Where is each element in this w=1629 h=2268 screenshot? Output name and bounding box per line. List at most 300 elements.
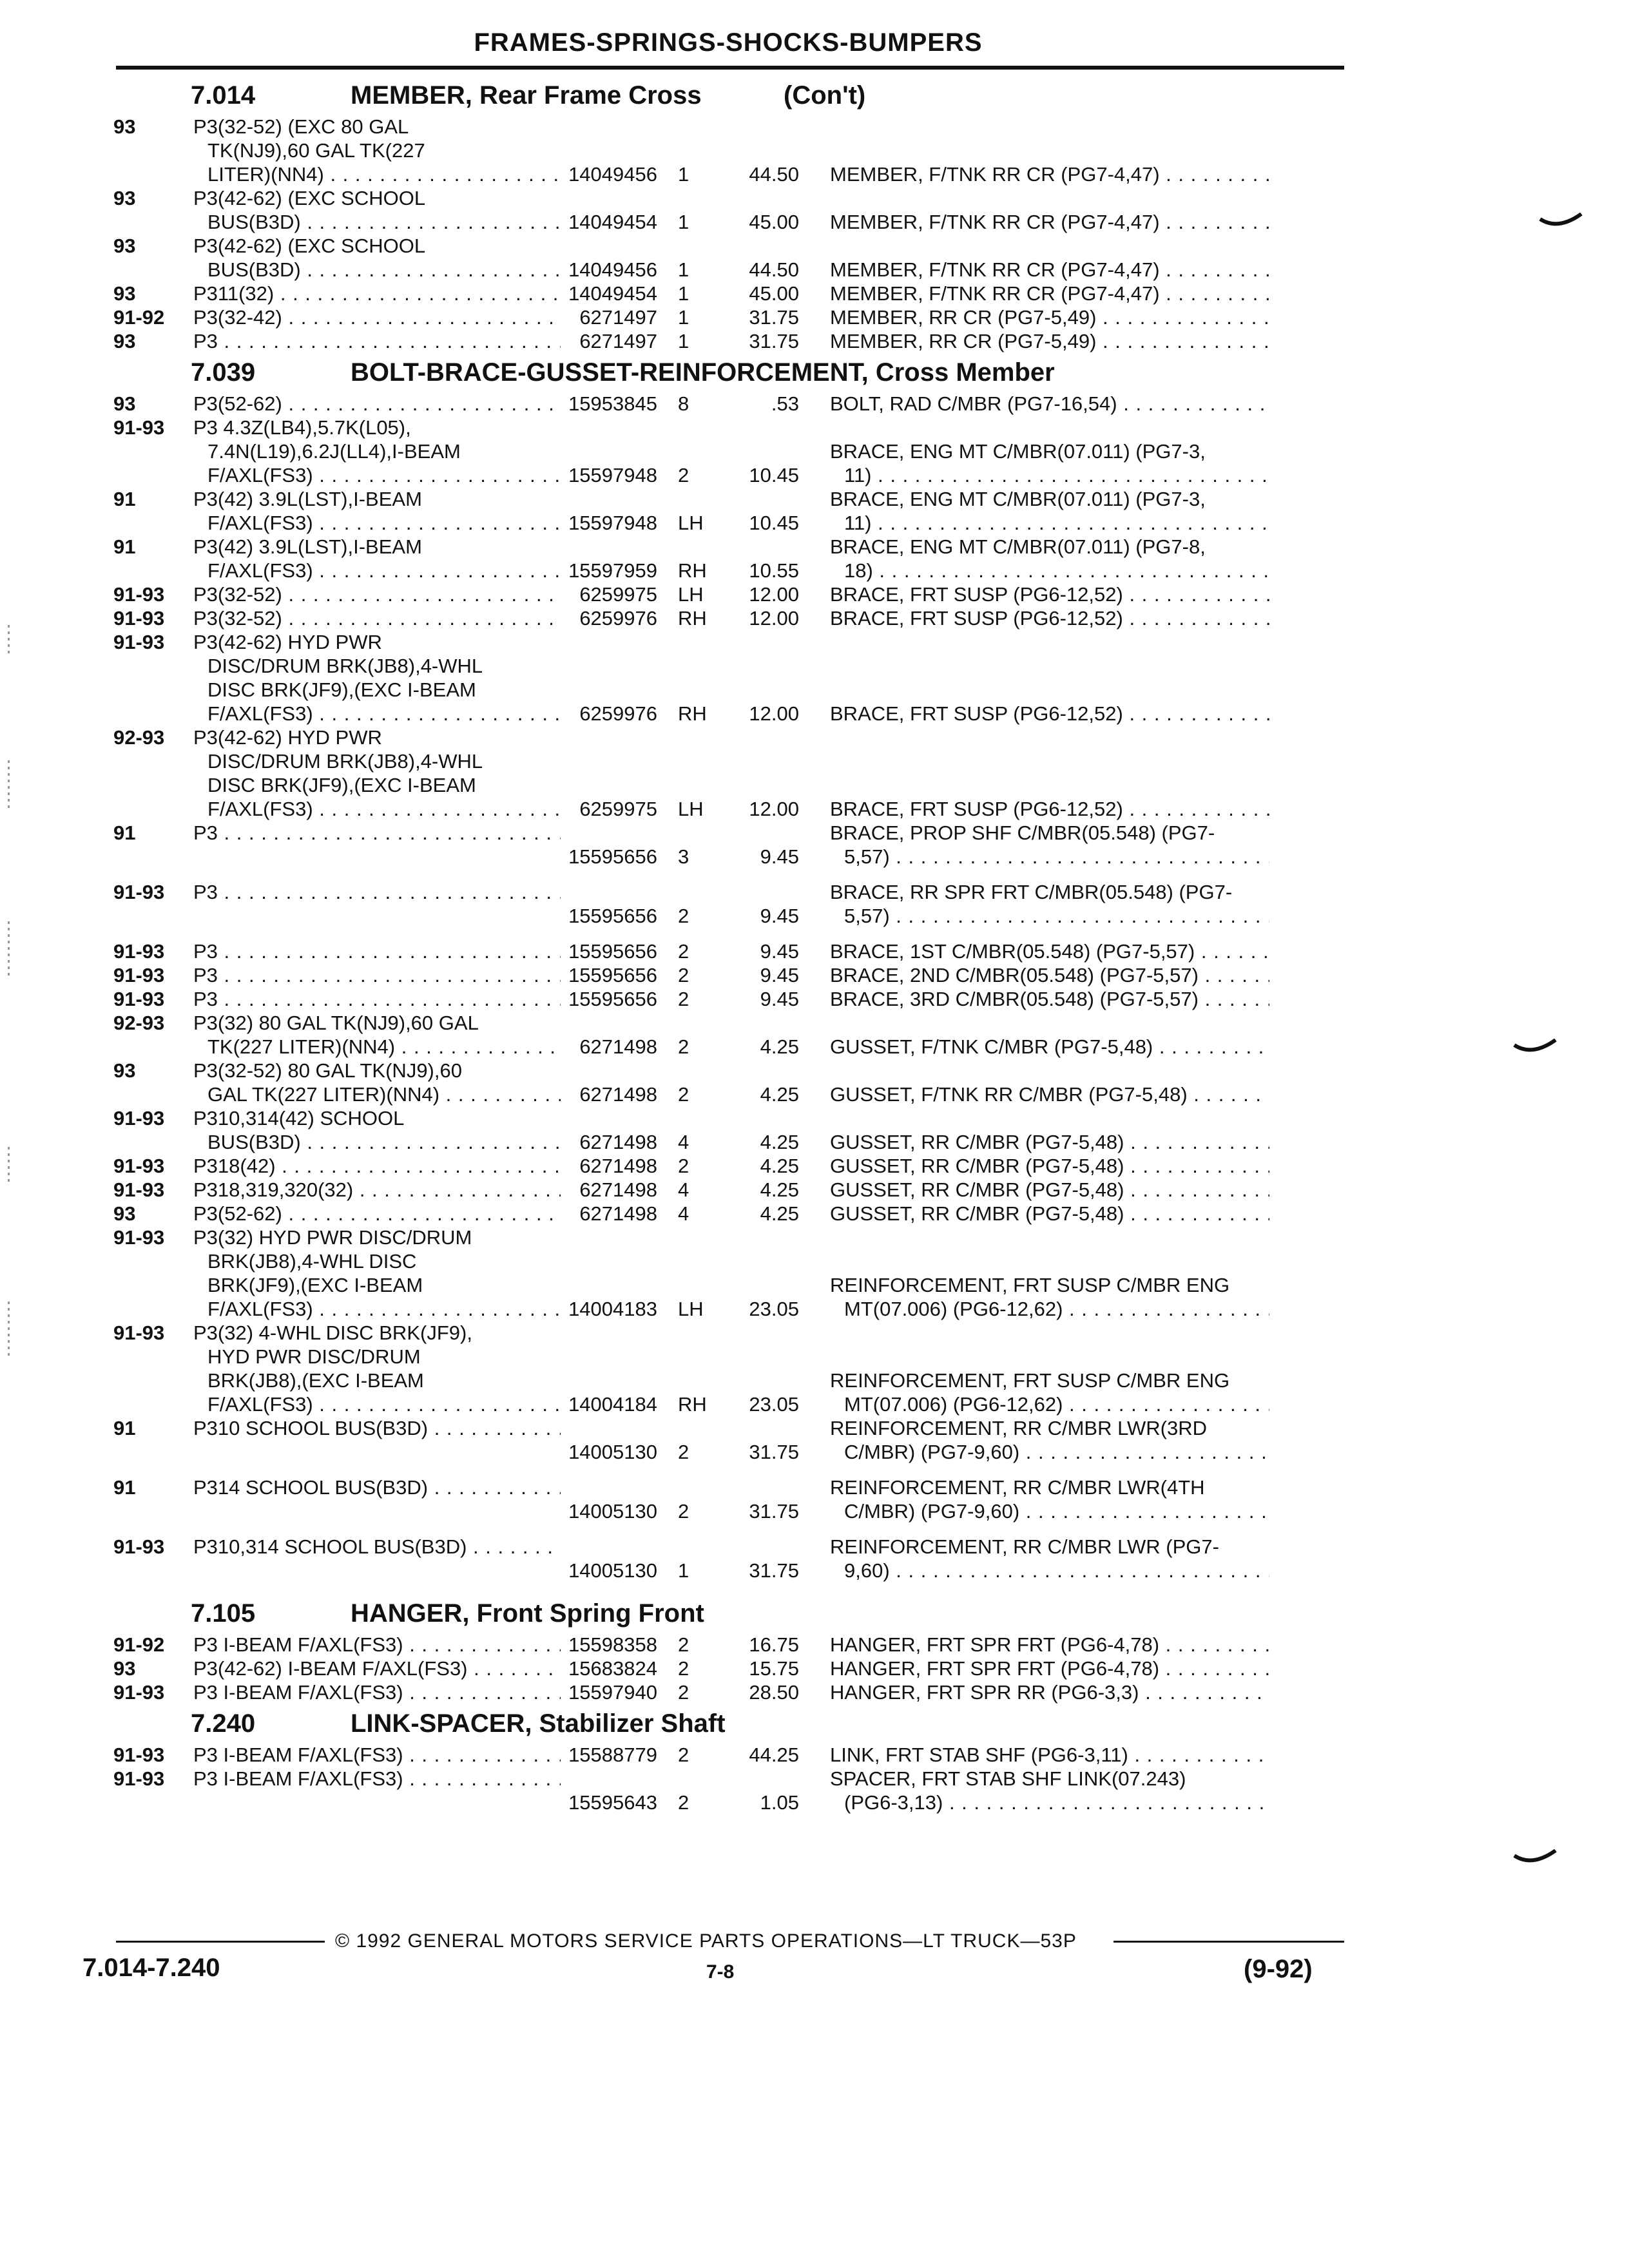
footer-rule-left [116,1941,325,1943]
part-name [799,329,1269,353]
quantity: 1 [678,282,689,305]
part-name [799,1178,1269,1202]
quantity: LH [678,583,704,606]
price: 44.50 [749,163,799,186]
row-spacer [113,1464,1351,1475]
application-line: P3(32-52) 80 GAL TK(NJ9),60 [193,1059,462,1082]
price: 12.00 [749,583,799,606]
price: .53 [771,392,799,415]
application-line: P3(42-62) (EXC SCHOOL [193,235,426,257]
part-name-line: BRACE, FRT SUSP (PG6-12,52) . . . [830,606,1269,630]
quantity: 2 [678,1083,689,1106]
quantity: 1 [678,1559,689,1582]
application-line: BUS(B3D) . . . [193,1130,561,1154]
quantity: 1 [678,211,689,233]
price: 12.00 [749,702,799,725]
part-row [113,821,1351,869]
application-line: P3 . . . [193,987,561,1011]
model-years: 91 [113,535,136,558]
section-code: 7.039 [191,358,256,387]
part-name [799,1767,1269,1814]
part-row [113,1011,1351,1059]
model-years: 91-93 [113,1535,165,1558]
part-number: 15597948 [568,464,657,486]
part-row [113,987,1351,1011]
application-line: P3(42) 3.9L(LST),I-BEAM [193,535,422,558]
application-description [193,1680,561,1704]
part-name [799,1680,1269,1704]
part-number: 14004184 [568,1393,657,1416]
price: 10.45 [749,464,799,486]
model-years: 91 [113,488,136,510]
application-line: 7.4N(L19),6.2J(LL4),I-BEAM [207,440,461,463]
application-description [193,1657,561,1680]
model-years: 91-93 [113,1767,165,1790]
footer-copyright: © 1992 GENERAL MOTORS SERVICE PARTS OPERATIONS—LT TRUCK—53P [335,1930,1077,1952]
part-name [799,1154,1269,1178]
application-line: F/AXL(FS3) . . . [193,559,561,582]
model-years: 92-93 [113,1012,165,1034]
price: 12.00 [749,607,799,629]
price: 15.75 [749,1657,799,1680]
row-spacer [113,1523,1351,1535]
part-name-line: BRACE, 3RD C/MBR(05.548) (PG7-5,57) . . . [830,987,1269,1011]
application-description [193,1475,561,1523]
application-line: BRK(JB8),4-WHL DISC [207,1250,417,1273]
part-name [799,1273,1269,1321]
quantity: RH [678,1393,707,1416]
part-name-line: C/MBR) (PG7-9,60) . . . [830,1499,1269,1523]
model-years: 93 [113,1657,136,1680]
part-number: 14005130 [568,1500,657,1523]
application-line: P3 . . . [193,880,561,904]
part-row [113,1106,1351,1154]
part-name-line: BRACE, PROP SHF C/MBR(05.548) (PG7- [830,822,1215,844]
price: 4.25 [760,1202,799,1225]
part-row [113,1535,1351,1582]
quantity: 2 [678,1681,689,1704]
application-description [193,282,561,305]
part-name-line: BRACE, ENG MT C/MBR(07.011) (PG7-3, [830,488,1206,510]
price: 31.75 [749,330,799,352]
part-name-line: MT(07.006) (PG6-12,62) . . . [830,1297,1269,1321]
part-name [799,702,1269,726]
application-line: P3(42) 3.9L(LST),I-BEAM [193,488,422,510]
application-line: P3(32) 4-WHL DISC BRK(JF9), [193,1321,472,1344]
section-code: 7.014 [191,81,256,110]
part-name-line: C/MBR) (PG7-9,60) . . . [830,1440,1269,1464]
part-number: 6271498 [579,1202,657,1225]
part-name-line: MEMBER, F/TNK RR CR (PG7-4,47) . . . [830,210,1269,234]
margin-mark [8,625,10,657]
footer-section-range: 7.014-7.240 [82,1954,220,1982]
page-header-title: FRAMES-SPRINGS-SHOCKS-BUMPERS [474,28,983,57]
part-row [113,392,1351,416]
quantity: RH [678,702,707,725]
part-name-line: 18) . . . [830,559,1269,582]
application-line: P310,314 SCHOOL BUS(B3D) . . . [193,1535,561,1559]
footer-revision-date: (9-92) [1244,1955,1313,1983]
part-row [113,963,1351,987]
quantity: 1 [678,163,689,186]
model-years: 91-93 [113,1321,165,1344]
application-description [193,1154,561,1178]
part-number: 15597948 [568,512,657,534]
application-line: P3 I-BEAM F/AXL(FS3) . . . [193,1680,561,1704]
model-years: 91-93 [113,881,165,903]
part-number: 15597959 [568,559,657,582]
price: 1.05 [760,1791,799,1814]
part-number: 6259976 [579,607,657,629]
application-description [193,1059,561,1106]
section-title: MEMBER, Rear Frame Cross [351,81,702,110]
price: 4.25 [760,1178,799,1201]
part-row [113,115,1351,186]
part-name [799,1416,1269,1464]
application-description [193,329,561,353]
price: 9.45 [760,940,799,963]
model-years: 91-93 [113,607,165,629]
part-row [113,606,1351,630]
footer-rule-right [1113,1941,1344,1943]
section-header [113,76,1351,115]
part-name-line: 9,60) . . . [830,1559,1269,1582]
part-name-line: HANGER, FRT SPR FRT (PG6-4,78) . . . [830,1633,1269,1657]
application-line: LITER)(NN4) . . . [193,162,561,186]
part-number: 14049456 [568,258,657,281]
part-number: 6271498 [579,1083,657,1106]
model-years: 91-93 [113,1226,165,1249]
part-row [113,1475,1351,1523]
price: 4.25 [760,1035,799,1058]
application-line: P3(42-62) HYD PWR [193,726,382,749]
part-name-line: LINK, FRT STAB SHF (PG6-3,11) . . . [830,1743,1269,1767]
part-number: 14049454 [568,282,657,305]
part-row [113,1633,1351,1657]
application-description [193,987,561,1011]
application-line: P3 I-BEAM F/AXL(FS3) . . . [193,1743,561,1767]
parts-catalog [113,76,1351,1826]
application-line: TK(227 LITER)(NN4) . . . [193,1035,561,1059]
part-name-line: GUSSET, RR C/MBR (PG7-5,48) . . . [830,1154,1269,1178]
section-title: HANGER, Front Spring Front [351,1599,704,1628]
part-number: 6259975 [579,798,657,820]
quantity: 1 [678,330,689,352]
part-name-line: GUSSET, RR C/MBR (PG7-5,48) . . . [830,1178,1269,1202]
part-name-line: 11) . . . [830,463,1269,487]
model-years: 93 [113,235,136,257]
model-years: 91-93 [113,583,165,606]
part-number: 6271497 [579,306,657,329]
part-name-line: REINFORCEMENT, RR C/MBR LWR(3RD [830,1417,1207,1439]
part-name [799,439,1269,487]
part-name-line: BRACE, 1ST C/MBR(05.548) (PG7-5,57) . . . [830,939,1269,963]
part-row [113,1059,1351,1106]
section-continued: (Con't) [784,81,866,110]
model-years: 93 [113,1059,136,1082]
part-row [113,880,1351,928]
part-name-line: BRACE, RR SPR FRT C/MBR(05.548) (PG7- [830,881,1233,903]
quantity: 3 [678,845,689,868]
price: 31.75 [749,1441,799,1463]
application-description [193,1767,561,1814]
part-number: 15595656 [568,940,657,963]
price: 9.45 [760,905,799,927]
part-name-line: MEMBER, RR CR (PG7-5,49) . . . [830,329,1269,353]
application-description [193,1321,561,1416]
section-title: BOLT-BRACE-GUSSET-REINFORCEMENT, Cross Member [351,358,1055,387]
part-number: 15598358 [568,1633,657,1656]
part-name [799,1475,1269,1523]
part-row [113,1225,1351,1321]
application-line: BUS(B3D) . . . [193,210,561,234]
model-years: 91-92 [113,1633,165,1656]
part-name-line: BRACE, 2ND C/MBR(05.548) (PG7-5,57) . . . [830,963,1269,987]
part-name [799,797,1269,821]
part-name [799,880,1269,928]
application-line: P3(32-52) . . . [193,582,561,606]
part-row [113,416,1351,487]
application-line: P3(32) HYD PWR DISC/DRUM [193,1226,472,1249]
model-years: 93 [113,282,136,305]
application-line: P311(32) . . . [193,282,561,305]
quantity: 2 [678,1441,689,1463]
application-description [193,880,561,928]
part-name [799,258,1269,282]
part-name [799,1082,1269,1106]
application-description [193,1633,561,1657]
part-row [113,1416,1351,1464]
application-line: P3(32) 80 GAL TK(NJ9),60 GAL [193,1012,479,1034]
part-row [113,329,1351,353]
model-years: 93 [113,392,136,415]
quantity: LH [678,512,704,534]
part-row [113,1743,1351,1767]
part-number: 14005130 [568,1559,657,1582]
application-description [193,1178,561,1202]
part-name-line: MEMBER, RR CR (PG7-5,49) . . . [830,305,1269,329]
quantity: 2 [678,1744,689,1766]
application-description [193,535,561,582]
part-name-line: REINFORCEMENT, FRT SUSP C/MBR ENG [830,1369,1230,1392]
part-name [799,1130,1269,1154]
margin-mark [8,760,10,812]
price: 4.25 [760,1155,799,1177]
application-line: F/AXL(FS3) . . . [193,1392,561,1416]
price: 44.25 [749,1744,799,1766]
application-description [193,1106,561,1154]
quantity: 2 [678,1657,689,1680]
part-row [113,1178,1351,1202]
model-years: 91-93 [113,988,165,1010]
part-number: 14004183 [568,1298,657,1320]
quantity: 2 [678,905,689,927]
application-line: P3(52-62) . . . [193,1202,561,1225]
model-years: 91-93 [113,1681,165,1704]
application-line: P3(42-62) (EXC SCHOOL [193,187,426,209]
application-line: P310,314(42) SCHOOL [193,1107,405,1129]
part-number: 6271498 [579,1155,657,1177]
part-name-line: HANGER, FRT SPR RR (PG6-3,3) . . . [830,1680,1269,1704]
part-row [113,234,1351,282]
model-years: 91-93 [113,416,165,439]
quantity: 4 [678,1131,689,1153]
quantity: 2 [678,1500,689,1523]
price: 9.45 [760,845,799,868]
section-header [113,1704,1351,1743]
application-description [193,1011,561,1059]
application-line: DISC BRK(JF9),(EXC I-BEAM [207,774,476,796]
part-row [113,939,1351,963]
part-row [113,1202,1351,1225]
part-name-line: HANGER, FRT SPR FRT (PG6-4,78) . . . [830,1657,1269,1680]
row-spacer [113,1582,1351,1594]
part-name [799,1743,1269,1767]
part-number: 15588779 [568,1744,657,1766]
part-name [799,606,1269,630]
model-years: 91-93 [113,940,165,963]
part-row [113,1657,1351,1680]
part-name-line: BRACE, FRT SUSP (PG6-12,52) . . . [830,702,1269,726]
price: 9.45 [760,964,799,986]
model-years: 93 [113,115,136,138]
part-number: 6259975 [579,583,657,606]
section-title: LINK-SPACER, Stabilizer Shaft [351,1709,726,1738]
header-rule [116,66,1344,70]
application-line: P3 . . . [193,821,561,845]
section-code: 7.240 [191,1709,256,1738]
application-line: P3(32-52) (EXC 80 GAL [193,115,409,138]
model-years: 93 [113,1202,136,1225]
part-name [799,282,1269,305]
price: 23.05 [749,1298,799,1320]
application-line: BRK(JB8),(EXC I-BEAM [207,1369,424,1392]
model-years: 93 [113,187,136,209]
part-number: 14005130 [568,1441,657,1463]
part-name-line: GUSSET, F/TNK C/MBR (PG7-5,48) . . . [830,1035,1269,1059]
application-description [193,939,561,963]
part-number: 15595656 [568,845,657,868]
application-description [193,416,561,487]
application-line: P3 . . . [193,939,561,963]
check-mark-icon [1539,213,1584,232]
part-row [113,186,1351,234]
part-number: 15683824 [568,1657,657,1680]
quantity: RH [678,559,707,582]
price: 45.00 [749,211,799,233]
part-number: 6271498 [579,1131,657,1153]
margin-mark [8,1147,10,1186]
part-name-line: (PG6-3,13) . . . [830,1791,1269,1814]
part-name [799,487,1269,535]
part-name-line: GUSSET, RR C/MBR (PG7-5,48) . . . [830,1130,1269,1154]
model-years: 91 [113,1417,136,1439]
application-line: F/AXL(FS3) . . . [193,797,561,821]
quantity: LH [678,798,704,820]
price: 44.50 [749,258,799,281]
part-name-line: MEMBER, F/TNK RR CR (PG7-4,47) . . . [830,258,1269,282]
section-header [113,353,1351,392]
application-line: P3 . . . [193,329,561,353]
part-name [799,963,1269,987]
application-description [193,963,561,987]
quantity: 2 [678,988,689,1010]
application-line: DISC/DRUM BRK(JB8),4-WHL [207,750,483,773]
part-name-line: 5,57) . . . [830,845,1269,869]
part-number: 15595656 [568,988,657,1010]
part-name-line: GUSSET, F/TNK RR C/MBR (PG7-5,48) . . . [830,1082,1269,1106]
application-description [193,1202,561,1225]
part-number: 15953845 [568,392,657,415]
quantity: 2 [678,1633,689,1656]
model-years: 93 [113,330,136,352]
quantity: 2 [678,940,689,963]
model-years: 91-93 [113,631,165,653]
application-line: BRK(JF9),(EXC I-BEAM [207,1274,423,1296]
part-name [799,210,1269,234]
footer-page-number: 7-8 [706,1961,735,1983]
application-description [193,305,561,329]
part-name-line: REINFORCEMENT, FRT SUSP C/MBR ENG [830,1274,1230,1296]
part-name [799,582,1269,606]
part-name-line: REINFORCEMENT, RR C/MBR LWR(4TH [830,1476,1205,1499]
part-name [799,535,1269,582]
application-line: HYD PWR DISC/DRUM [207,1345,421,1368]
margin-mark [8,921,10,979]
part-number: 14049456 [568,163,657,186]
part-number: 6259976 [579,702,657,725]
application-description [193,234,561,282]
quantity: 1 [678,306,689,329]
application-line: GAL TK(227 LITER)(NN4) . . . [193,1082,561,1106]
part-name [799,1657,1269,1680]
part-name [799,162,1269,186]
part-row [113,1767,1351,1814]
quantity: RH [678,607,707,629]
application-line: F/AXL(FS3) . . . [193,1297,561,1321]
part-name-line: GUSSET, RR C/MBR (PG7-5,48) . . . [830,1202,1269,1225]
price: 31.75 [749,306,799,329]
application-line: P3(32-52) . . . [193,606,561,630]
part-name [799,821,1269,869]
application-line: TK(NJ9),60 GAL TK(227 [207,139,425,162]
application-description [193,1743,561,1767]
application-description [193,115,561,186]
application-description [193,1416,561,1464]
part-name-line: BOLT, RAD C/MBR (PG7-16,54) . . . [830,392,1269,416]
part-name [799,1369,1269,1416]
part-name-line: 11) . . . [830,511,1269,535]
price: 12.00 [749,798,799,820]
application-description [193,726,561,821]
quantity: 2 [678,964,689,986]
part-name-line: SPACER, FRT STAB SHF LINK(07.243) [830,1767,1186,1790]
application-line: P3 . . . [193,963,561,987]
price: 4.25 [760,1083,799,1106]
quantity: 2 [678,464,689,486]
section-code: 7.105 [191,1599,256,1628]
application-line: BUS(B3D) . . . [193,258,561,282]
model-years: 91-93 [113,1744,165,1766]
model-years: 91-93 [113,964,165,986]
section-header [113,1594,1351,1633]
part-name-line: BRACE, ENG MT C/MBR(07.011) (PG7-3, [830,440,1206,463]
model-years: 91 [113,1476,136,1499]
application-line: DISC/DRUM BRK(JB8),4-WHL [207,655,483,677]
part-row [113,1680,1351,1704]
part-name [799,1633,1269,1657]
model-years: 91-93 [113,1155,165,1177]
